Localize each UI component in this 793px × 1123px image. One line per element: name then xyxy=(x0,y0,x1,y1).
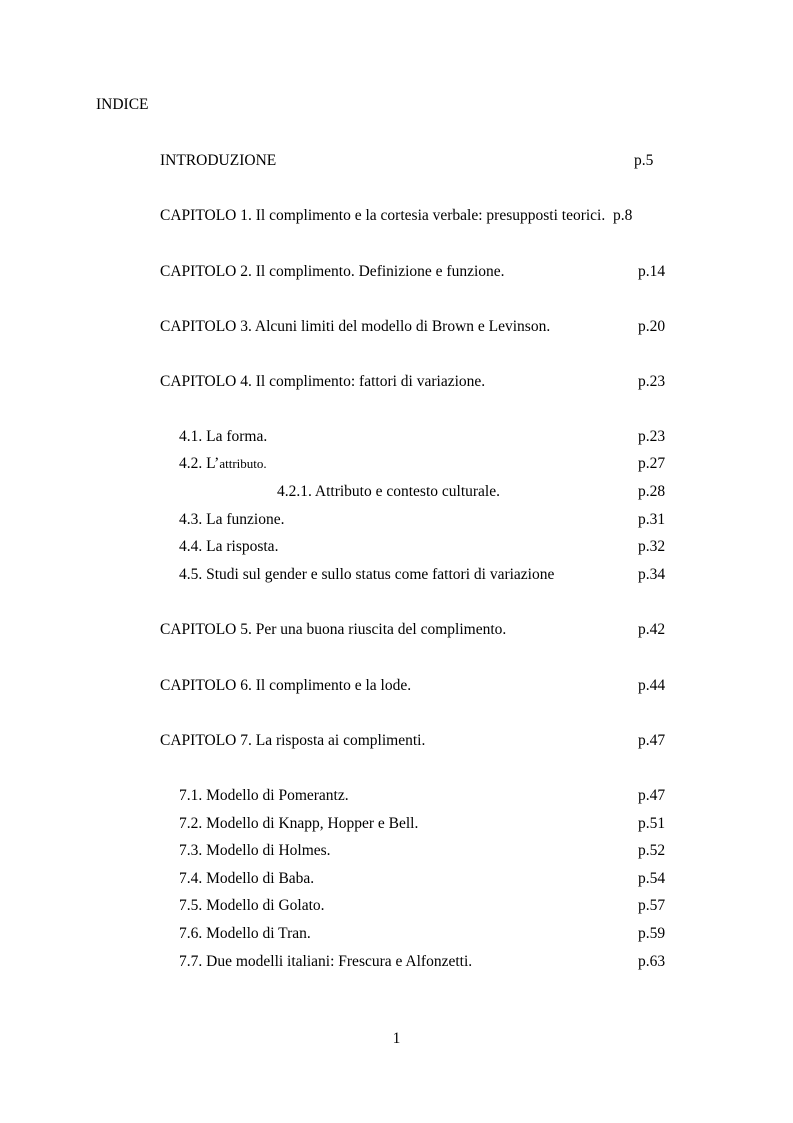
toc-entry-4-2: 4.2. L’attributo. xyxy=(179,455,267,472)
toc-entry-7-7: 7.7. Due modelli italiani: Frescura e Alfonzetti. xyxy=(179,953,473,970)
toc-entry-4-2-1: 4.2.1. Attributo e contesto culturale. xyxy=(277,483,500,500)
toc-page-capitolo-1: p.8 xyxy=(612,207,633,224)
toc-page-capitolo-6: p.44 xyxy=(638,677,666,694)
toc-page-introduzione: p.5 xyxy=(634,152,654,169)
toc-entry-capitolo-3: CAPITOLO 3. Alcuni limiti del modello di Brown e Levinson. xyxy=(160,318,551,335)
toc-page-capitolo-4: p.23 xyxy=(638,373,666,390)
toc-entry-7-2: 7.2. Modello di Knapp, Hopper e Bell. xyxy=(179,815,419,832)
toc-page-4-2-1: p.28 xyxy=(638,483,666,500)
toc-page-7-7: p.63 xyxy=(638,953,666,970)
toc-page-4-4: p.32 xyxy=(638,538,666,555)
toc-entry-4-3: 4.3. La funzione. xyxy=(179,511,285,528)
toc-entry-capitolo-5: CAPITOLO 5. Per una buona riuscita del complimento. xyxy=(160,621,507,638)
toc-page-4-5: p.34 xyxy=(638,566,666,583)
toc-entry-capitolo-6: CAPITOLO 6. Il complimento e la lode. xyxy=(160,677,412,694)
toc-entry-7-3: 7.3. Modello di Holmes. xyxy=(179,842,331,859)
toc-entry-7-6: 7.6. Modello di Tran. xyxy=(179,925,311,942)
toc-page-7-4: p.54 xyxy=(638,870,666,887)
toc-page-capitolo-3: p.20 xyxy=(638,318,666,335)
toc-page-capitolo-7: p.47 xyxy=(638,732,666,749)
toc-page-capitolo-2: p.14 xyxy=(638,263,666,280)
toc-entry-7-1: 7.1. Modello di Pomerantz. xyxy=(179,787,349,804)
toc-page-7-2: p.51 xyxy=(638,815,666,832)
toc-entry-introduzione: INTRODUZIONE xyxy=(160,152,277,169)
toc-page-4-3: p.31 xyxy=(638,511,666,528)
toc-entry-capitolo-1 xyxy=(160,206,632,226)
toc-entry-capitolo-4: CAPITOLO 4. Il complimento: fattori di variazione. xyxy=(160,373,486,390)
toc-entry-7-5: 7.5. Modello di Golato. xyxy=(179,897,325,914)
toc-entry-capitolo-7: CAPITOLO 7. La risposta ai complimenti. xyxy=(160,732,426,749)
toc-page-4-1: p.23 xyxy=(638,428,666,445)
toc-entry-7-4: 7.4. Modello di Baba. xyxy=(179,870,315,887)
toc-entry-capitolo-1-label: CAPITOLO 1. Il complimento e la cortesia verbale: presupposti teorici. xyxy=(160,207,606,224)
toc-page-7-1: p.47 xyxy=(638,787,666,804)
toc-entry-4-1: 4.1. La forma. xyxy=(179,428,268,445)
toc-page-7-3: p.52 xyxy=(638,842,666,859)
index-heading: INDICE xyxy=(96,96,149,113)
toc-entry-4-5: 4.5. Studi sul gender e sullo status come fattori di variazione xyxy=(179,566,555,583)
toc-page-capitolo-5: p.42 xyxy=(638,621,666,638)
toc-entry-4-4: 4.4. La risposta. xyxy=(179,538,279,555)
toc-page-4-2: p.27 xyxy=(638,455,666,472)
toc-entry-capitolo-2: CAPITOLO 2. Il complimento. Definizione e funzione. xyxy=(160,263,505,280)
toc-page-7-6: p.59 xyxy=(638,925,666,942)
toc-page-7-5: p.57 xyxy=(638,897,666,914)
page-number: 1 xyxy=(392,1030,401,1047)
